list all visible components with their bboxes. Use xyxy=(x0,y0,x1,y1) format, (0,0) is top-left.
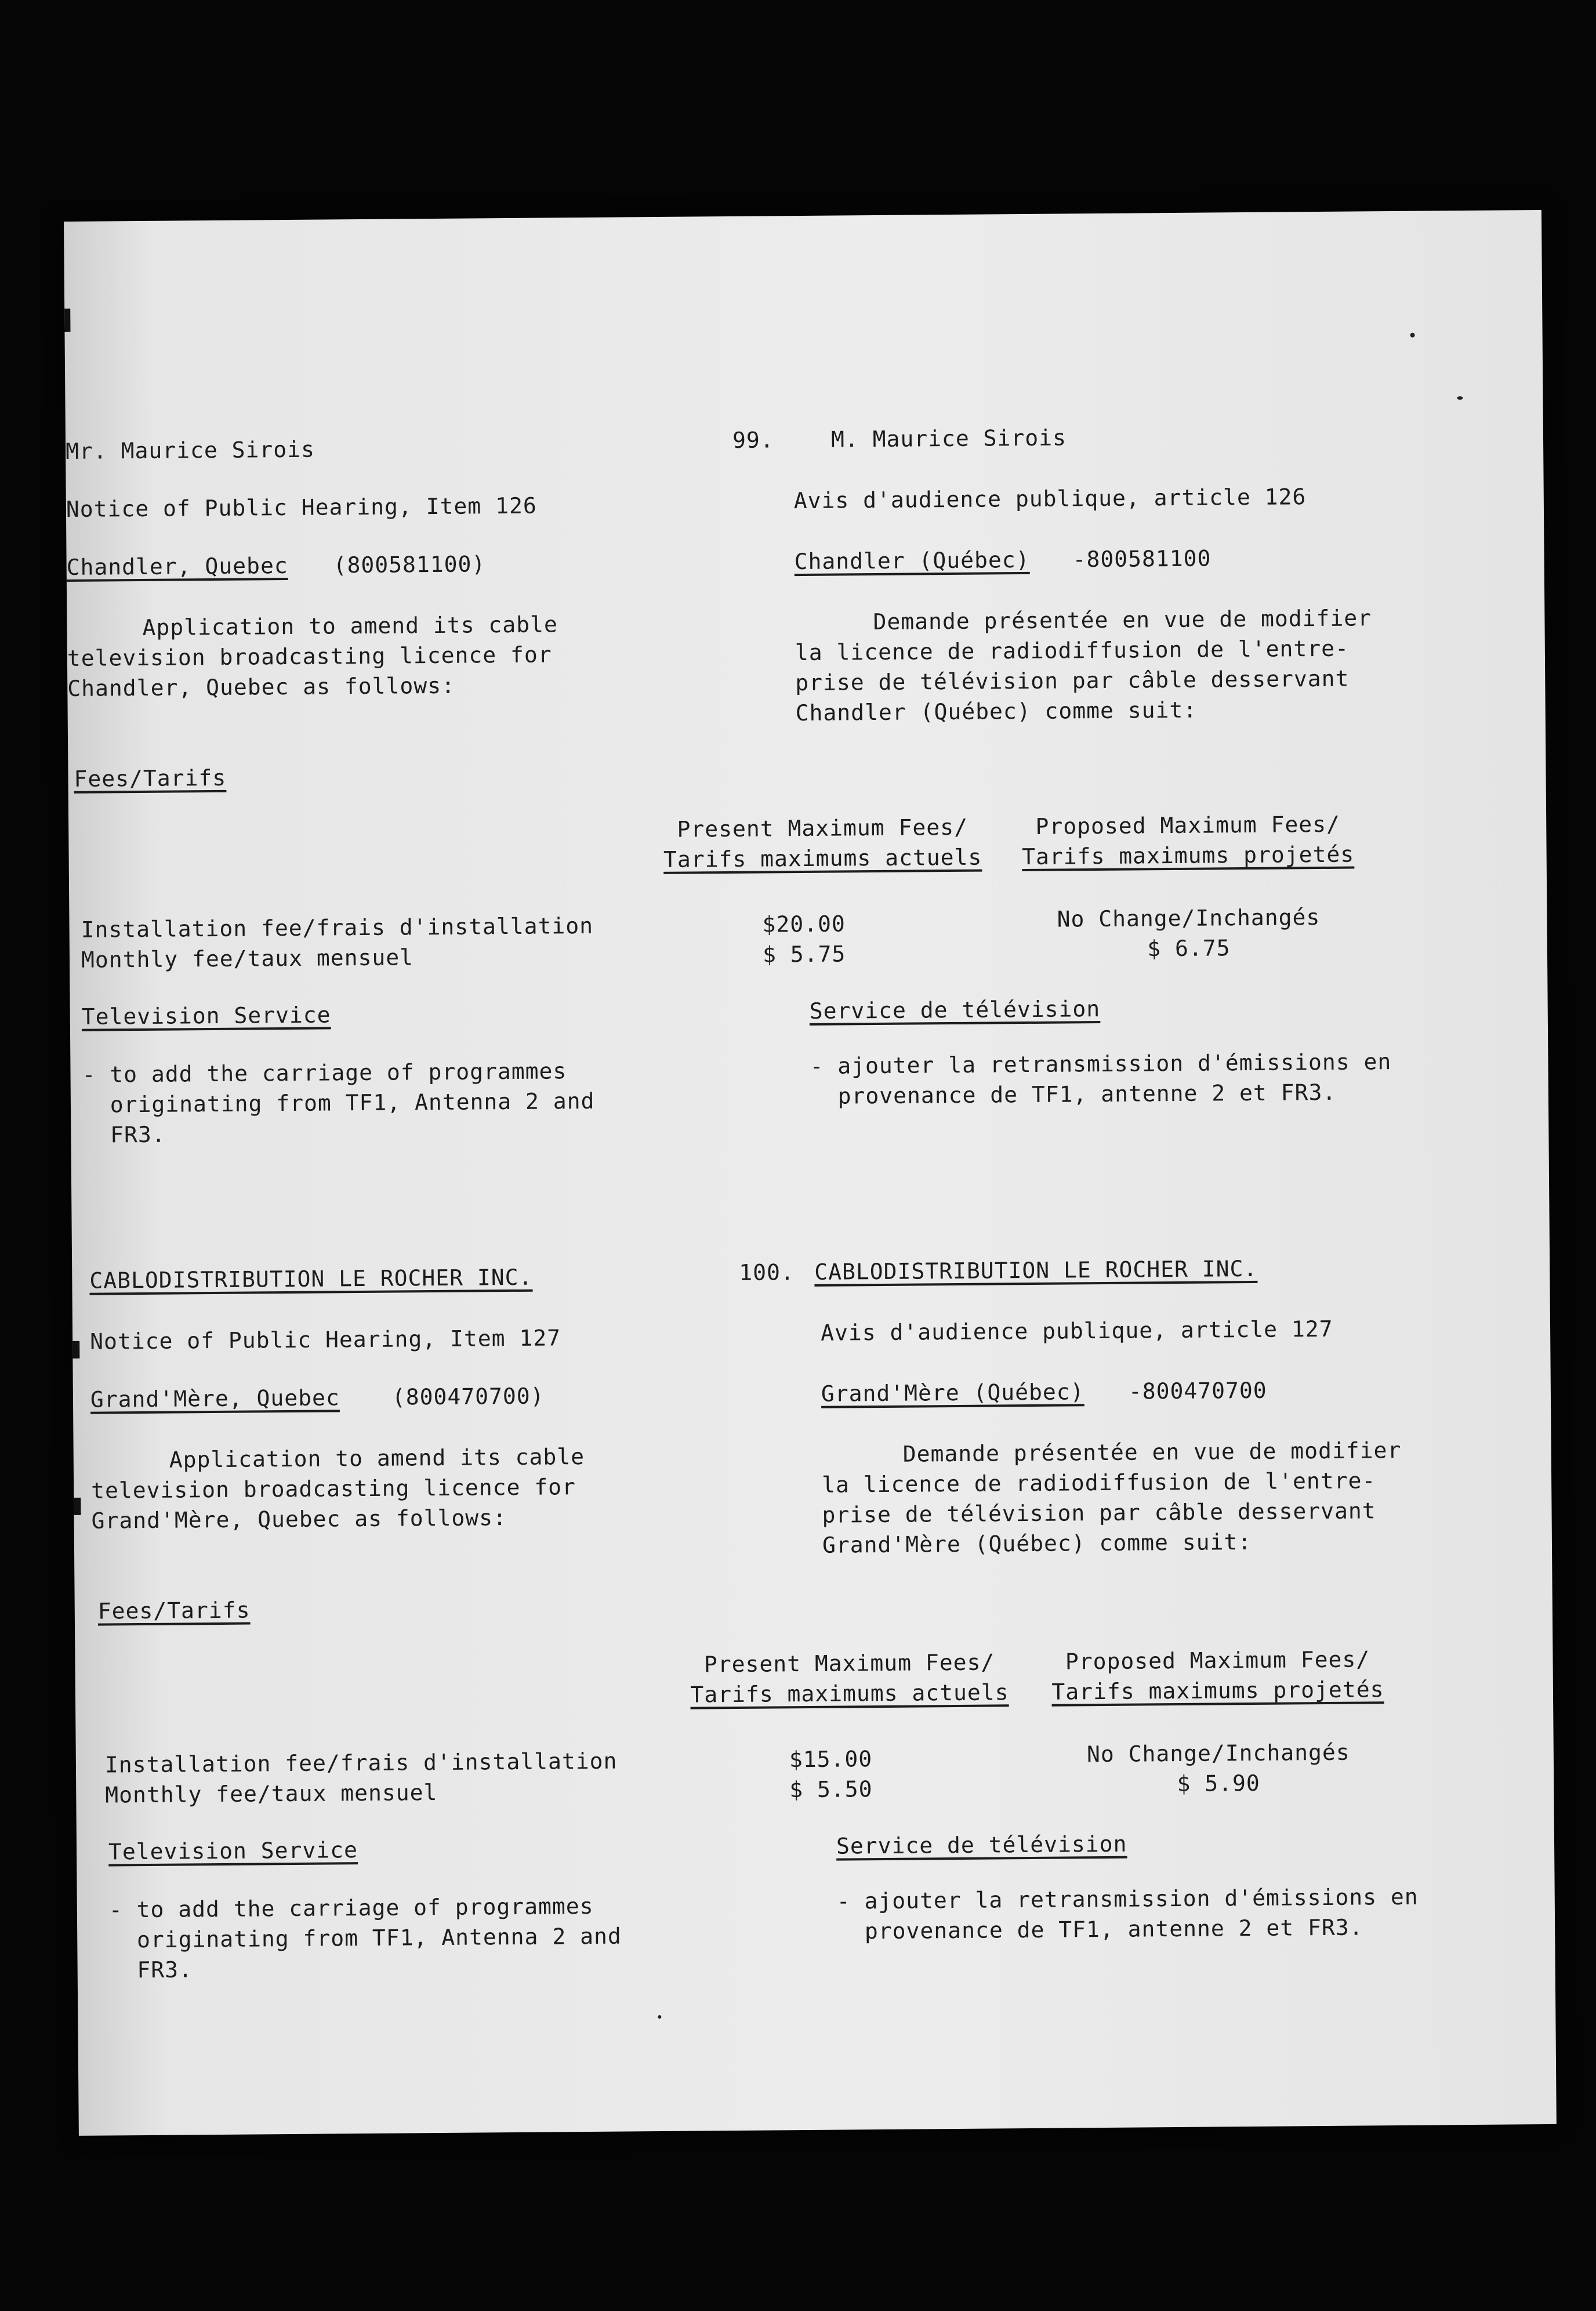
scan-speck xyxy=(658,2015,661,2019)
item-number: 99. xyxy=(732,427,774,453)
service-line: provenance de TF1, antenne 2 et FR3. xyxy=(837,1914,1363,1944)
location: Grand'Mère, Quebec xyxy=(90,1385,340,1412)
location: Chandler, Quebec xyxy=(66,552,288,580)
present-fees-header: Present Maximum Fees/ xyxy=(677,814,969,842)
fee-label: Installation fee/frais d'installation xyxy=(81,912,594,943)
fees-heading: Fees/Tarifs xyxy=(97,1597,251,1624)
service-heading: Service de télévision xyxy=(809,996,1101,1024)
proposed-fee-value: No Change/Inchangés xyxy=(1086,1739,1350,1767)
item-number: 100. xyxy=(739,1259,795,1285)
application-line: Application to amend its cable xyxy=(169,1444,585,1473)
present-fees-header: Tarifs maximums actuels xyxy=(663,844,982,872)
fees-heading: Fees/Tarifs xyxy=(74,765,227,792)
application-line: Demande présentée en vue de modifier xyxy=(873,605,1372,635)
present-fees-header: Tarifs maximums actuels xyxy=(690,1679,1009,1708)
present-fee-value: $ 5.50 xyxy=(789,1776,873,1803)
applicant-name: CABLODISTRIBUTION LE ROCHER INC. xyxy=(89,1264,533,1294)
application-line: Demande présentée en vue de modifier xyxy=(902,1437,1402,1467)
application-line: Grand'Mère, Quebec as follows: xyxy=(91,1505,507,1534)
proposed-fees-header: Proposed Maximum Fees/ xyxy=(1035,811,1341,839)
service-line: - ajouter la retransmission d'émissions en xyxy=(810,1049,1392,1079)
service-line: originating from TF1, Antenna 2 and xyxy=(109,1923,622,1953)
present-fee-value: $20.00 xyxy=(762,911,846,937)
application-line: prise de télévision par câble desservant xyxy=(822,1498,1376,1528)
proposed-fees-header: Proposed Maximum Fees/ xyxy=(1065,1646,1370,1675)
service-line: - ajouter la retransmission d'émissions en xyxy=(836,1883,1419,1914)
proposed-fee-value: $ 5.90 xyxy=(1177,1770,1261,1797)
service-heading: Service de télévision xyxy=(836,1831,1127,1859)
application-line: Chandler (Québec) comme suit: xyxy=(795,697,1198,726)
proposed-fee-value: No Change/Inchangés xyxy=(1057,904,1321,932)
fee-label: Monthly fee/taux mensuel xyxy=(105,1780,438,1808)
service-line: provenance de TF1, antenne 2 et FR3. xyxy=(810,1079,1337,1109)
edge-mark xyxy=(64,309,70,332)
applicant-name: M. Maurice Sirois xyxy=(830,425,1067,452)
application-line: prise de télévision par câble desservant xyxy=(795,665,1350,696)
hearing-notice: Notice of Public Hearing, Item 126 xyxy=(66,492,537,522)
edge-mark xyxy=(74,1498,81,1515)
application-line: television broadcasting licence for xyxy=(91,1474,576,1504)
application-line: Application to amend its cable xyxy=(142,611,558,640)
present-fee-value: $ 5.75 xyxy=(762,941,846,968)
service-line: - to add the carriage of programmes xyxy=(82,1058,567,1088)
present-fees-header: Present Maximum Fees/ xyxy=(703,1649,995,1678)
application-line: Grand'Mère (Québec) comme suit: xyxy=(822,1528,1252,1558)
document-page xyxy=(64,210,1557,2136)
file-number: -800581100 xyxy=(1072,545,1211,573)
edge-mark xyxy=(72,1341,79,1359)
application-line: television broadcasting licence for xyxy=(67,642,552,671)
applicant-name: CABLODISTRIBUTION LE ROCHER INC. xyxy=(814,1255,1258,1285)
proposed-fees-header: Tarifs maximums projetés xyxy=(1021,841,1355,870)
service-line: FR3. xyxy=(109,1957,193,1983)
hearing-notice: Avis d'audience publique, article 127 xyxy=(820,1316,1333,1346)
service-heading: Television Service xyxy=(108,1837,358,1865)
proposed-fees-header: Tarifs maximums projetés xyxy=(1051,1676,1384,1705)
location: Grand'Mère (Québec) xyxy=(821,1379,1084,1407)
file-number: (800470700) xyxy=(391,1383,545,1410)
hearing-notice: Notice of Public Hearing, Item 127 xyxy=(89,1325,561,1354)
fee-label: Monthly fee/taux mensuel xyxy=(81,944,414,973)
proposed-fee-value: $ 6.75 xyxy=(1147,935,1231,962)
scan-speck xyxy=(1457,396,1463,400)
present-fee-value: $15.00 xyxy=(789,1746,873,1773)
file-number: -800470700 xyxy=(1128,1377,1267,1404)
service-heading: Television Service xyxy=(81,1002,331,1030)
hearing-notice: Avis d'audience publique, article 126 xyxy=(793,484,1307,514)
application-line: la licence de radiodiffusion de l'entre- xyxy=(821,1468,1376,1498)
application-line: Chandler, Quebec as follows: xyxy=(67,672,456,701)
fee-label: Installation fee/frais d'installation xyxy=(104,1748,618,1778)
service-line: FR3. xyxy=(82,1121,166,1148)
file-number: (800581100) xyxy=(333,551,486,578)
location: Chandler (Québec) xyxy=(794,546,1030,575)
scan-speck xyxy=(1410,333,1415,338)
service-line: - to add the carriage of programmes xyxy=(108,1893,594,1923)
applicant-name: Mr. Maurice Sirois xyxy=(65,436,315,464)
application-line: la licence de radiodiffusion de l'entre- xyxy=(795,635,1350,666)
service-line: originating from TF1, Antenna 2 and xyxy=(82,1088,595,1118)
